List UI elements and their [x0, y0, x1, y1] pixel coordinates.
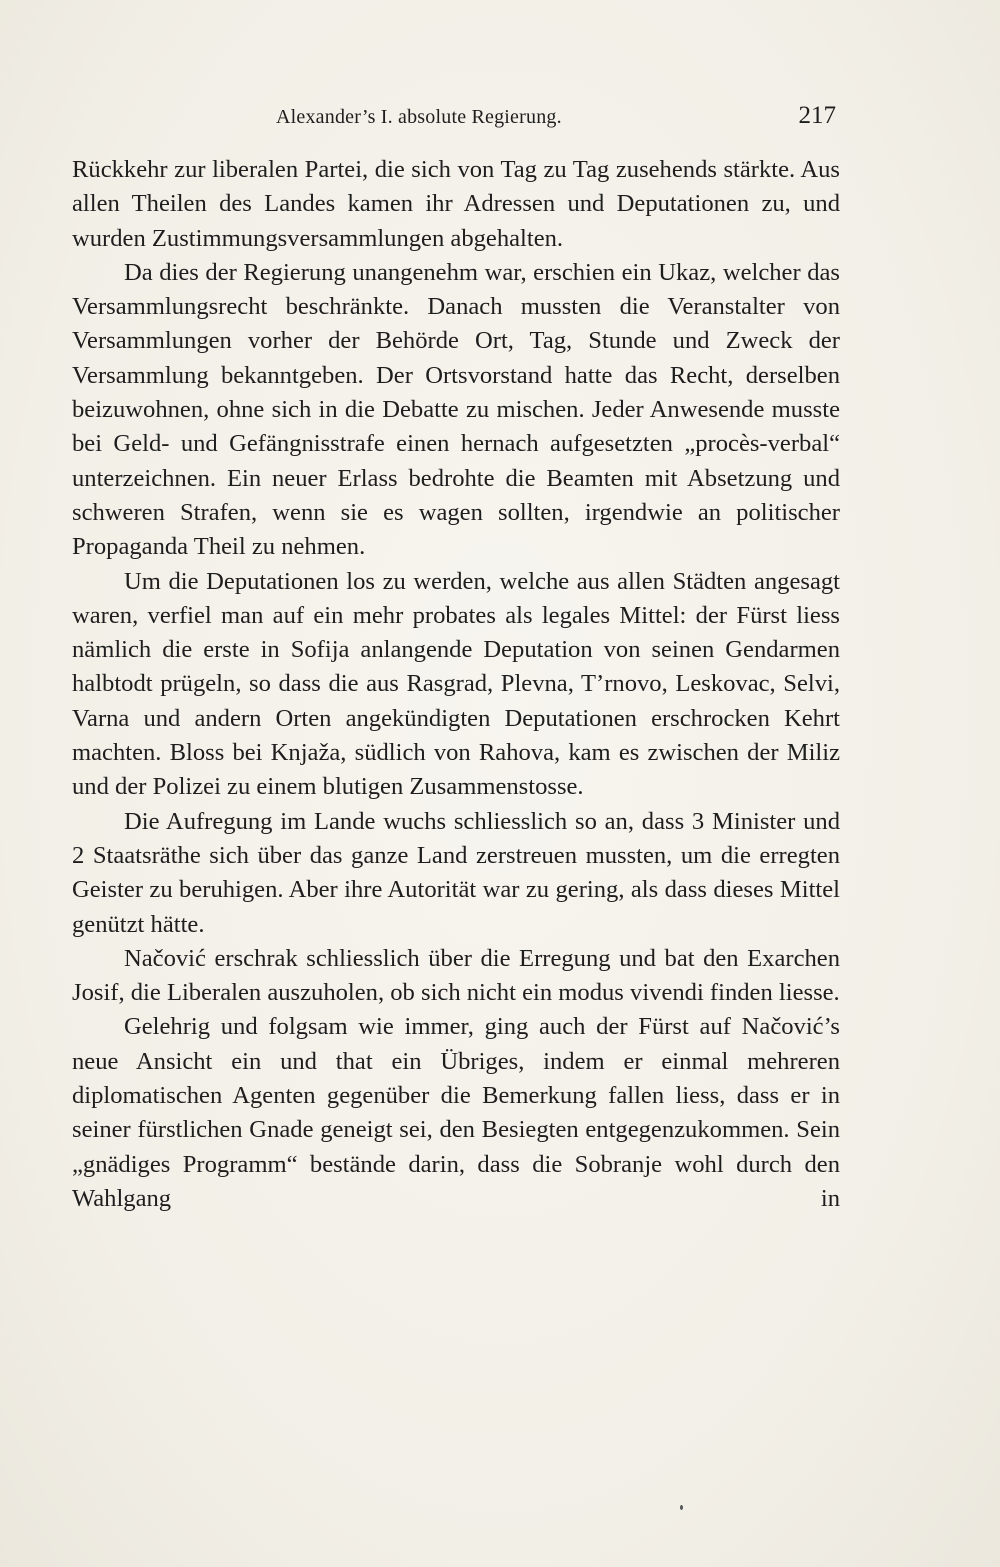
body-text: [72, 153, 840, 1216]
paragraph-3: Um die Deputationen los zu werden, welche aus allen Städten angesagt waren, verfiel man auf ein mehr probates als legales Mittel: der Fürst liess nämlich die erste in Sofija anlangende Deputation von seinen Gendarmen halbtodt prügeln, so dass die aus Rasgrad, Plevna, T’rnovo, Leskovac, Selvi, Varna und andern Orten angekündigten Deputationen erschrocken Kehrt machten. Bloss bei Knjaža, südlich von Rahova, kam es zwischen der Miliz und der Polizei zu einem blutigen Zusammenstosse.: [72, 567, 840, 801]
paragraph-2: Da dies der Regierung unangenehm war, erschien ein Ukaz, welcher das Versammlungsrecht beschränkte. Danach mussten die Veranstalter von Versammlungen vorher der Behörde Ort, Tag, Stunde und Zweck der Versammlung bekanntgeben. Der Ortsvorstand hatte das Recht, derselben beizuwohnen, ohne sich in die Debatte zu mischen. Jeder Anwesende musste bei Geld- und Gefängnisstrafe einen hernach aufgesetzten „procès-verbal“ unterzeichnen. Ein neuer Erlass bedrohte die Beamten mit Absetzung und schweren Strafen, wenn sie es wagen sollten, irgendwie an politischer Propaganda Theil zu nehmen.: [72, 258, 840, 561]
page-header: [72, 98, 840, 138]
ink-speck: [680, 1505, 683, 1510]
paragraph-1: Rückkehr zur liberalen Partei, die sich von Tag zu Tag zusehends stärkte. Aus allen Theilen des Landes kamen ihr Adressen und Deputationen zu, und wurden Zustimmungsversammlungen abgehalten.: [72, 156, 840, 252]
paragraph-4: Die Aufregung im Lande wuchs schliesslich so an, dass 3 Minister und 2 Staatsräthe sich über das ganze Land zerstreuen mussten, um die erregten Geister zu beruhigen. Aber ihre Autorität war zu gering, als dass dieses Mittel genützt hätte.: [72, 807, 840, 938]
paragraph-6: Gelehrig und folgsam wie immer, ging auch der Fürst auf Načović’s neue Ansicht ein und that ein Übriges, indem er einmal mehreren diplomatischen Agenten gegenüber die Bemerkung fallen liess, dass er in seiner fürstlichen Gnade geneigt sei, den Besiegten entgegenzukommen. Sein „gnädiges Programm“ bestände darin, dass die Sobranje wohl durch den Wahlgang in: [72, 1013, 840, 1212]
paragraph-5: Načović erschrak schliesslich über die Erregung und bat den Exarchen Josif, die Liberalen auszuholen, ob sich nicht ein modus vivendi finden liesse.: [72, 944, 840, 1007]
page-number: 217: [798, 102, 836, 129]
running-title: Alexander’s I. absolute Regierung.: [276, 106, 562, 128]
